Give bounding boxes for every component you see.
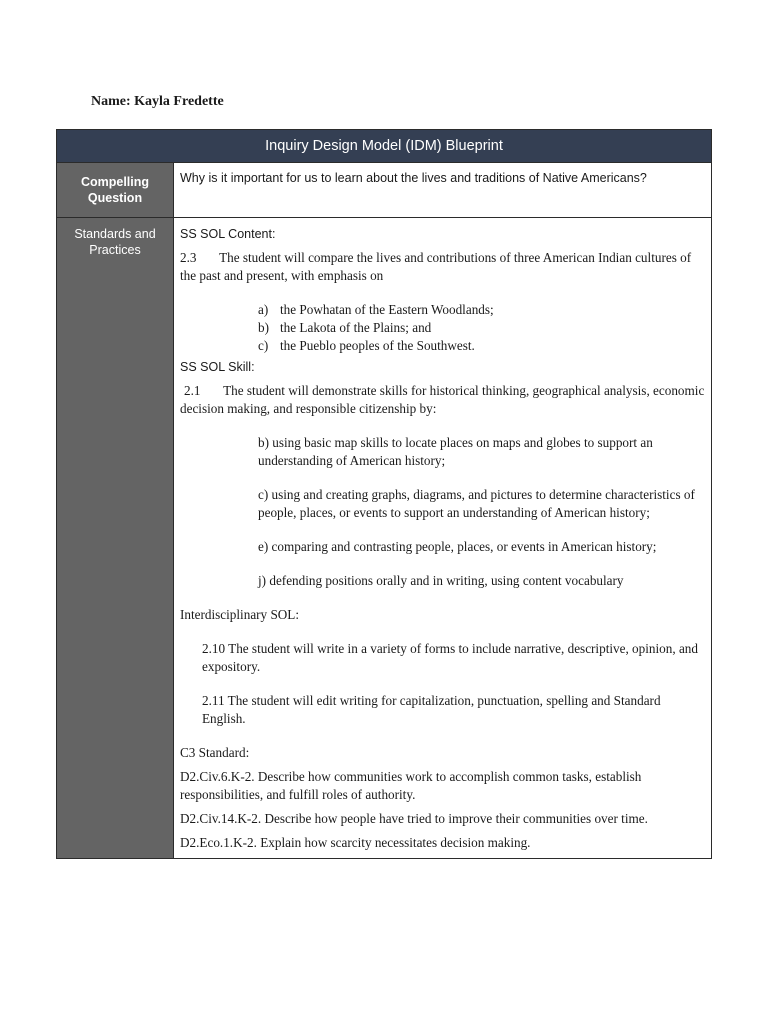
table-title: Inquiry Design Model (IDM) Blueprint <box>57 130 712 163</box>
idm-blueprint-table <box>56 129 712 859</box>
list-item: b) the Lakota of the Plains; and <box>258 320 432 335</box>
interdisciplinary-item: 2.10 The student will write in a variety of forms to include narrative, descriptive, opinion, and expository. <box>202 641 698 674</box>
c3-standard-item: D2.Civ.6.K-2. Describe how communities work to accomplish common tasks, establish responsibilities, and fulfill roles of authority. <box>180 769 642 802</box>
standards-practices-label: Standards and Practices <box>57 218 174 859</box>
list-item: c) the Pueblo peoples of the Southwest. <box>258 338 475 353</box>
list-item: a) the Powhatan of the Eastern Woodlands; <box>258 302 494 317</box>
skill-item: e) comparing and contrasting people, places, or events in American history; <box>258 539 657 554</box>
ss-sol-skill-heading: SS SOL Skill: <box>180 360 255 374</box>
sol-content-standard <box>180 249 705 285</box>
interdisciplinary-heading: Interdisciplinary SOL: <box>180 607 300 622</box>
compelling-question-text: Why is it important for us to learn about the lives and traditions of Native Americans? <box>174 163 712 218</box>
compelling-question-label: Compelling Question <box>57 163 174 218</box>
sol-skill-text: The student will demonstrate skills for historical thinking, geographical analysis, economic decision making, and responsible citizenship by: <box>180 383 705 416</box>
native-culture-list <box>180 301 705 355</box>
sol-skill-number: 2.1 <box>184 383 201 398</box>
skill-item: b) using basic map skills to locate places on maps and globes to support an understanding of American history; <box>258 435 653 468</box>
skill-item: j) defending positions orally and in writing, using content vocabulary <box>258 573 624 588</box>
sol-content-text: The student will compare the lives and contributions of three American Indian cultures of the past and present, with emphasis on <box>180 250 692 283</box>
c3-standard-item: D2.Civ.14.K-2. Describe how people have tried to improve their communities over time. <box>180 811 648 826</box>
c3-standard-heading: C3 Standard: <box>180 745 250 760</box>
interdisciplinary-item: 2.11 The student will edit writing for capitalization, punctuation, spelling and Standard English. <box>202 693 661 726</box>
c3-standard-item: D2.Eco.1.K-2. Explain how scarcity necessitates decision making. <box>180 835 531 850</box>
standards-practices-content <box>174 218 712 859</box>
student-name: Name: Kayla Fredette <box>91 94 224 109</box>
sol-content-number: 2.3 <box>180 250 197 265</box>
sol-skill-standard <box>180 382 705 418</box>
skill-item: c) using and creating graphs, diagrams, and pictures to determine characteristics of people, places, or events to support an understanding of American history; <box>258 487 695 520</box>
ss-sol-content-heading: SS SOL Content: <box>180 227 276 241</box>
